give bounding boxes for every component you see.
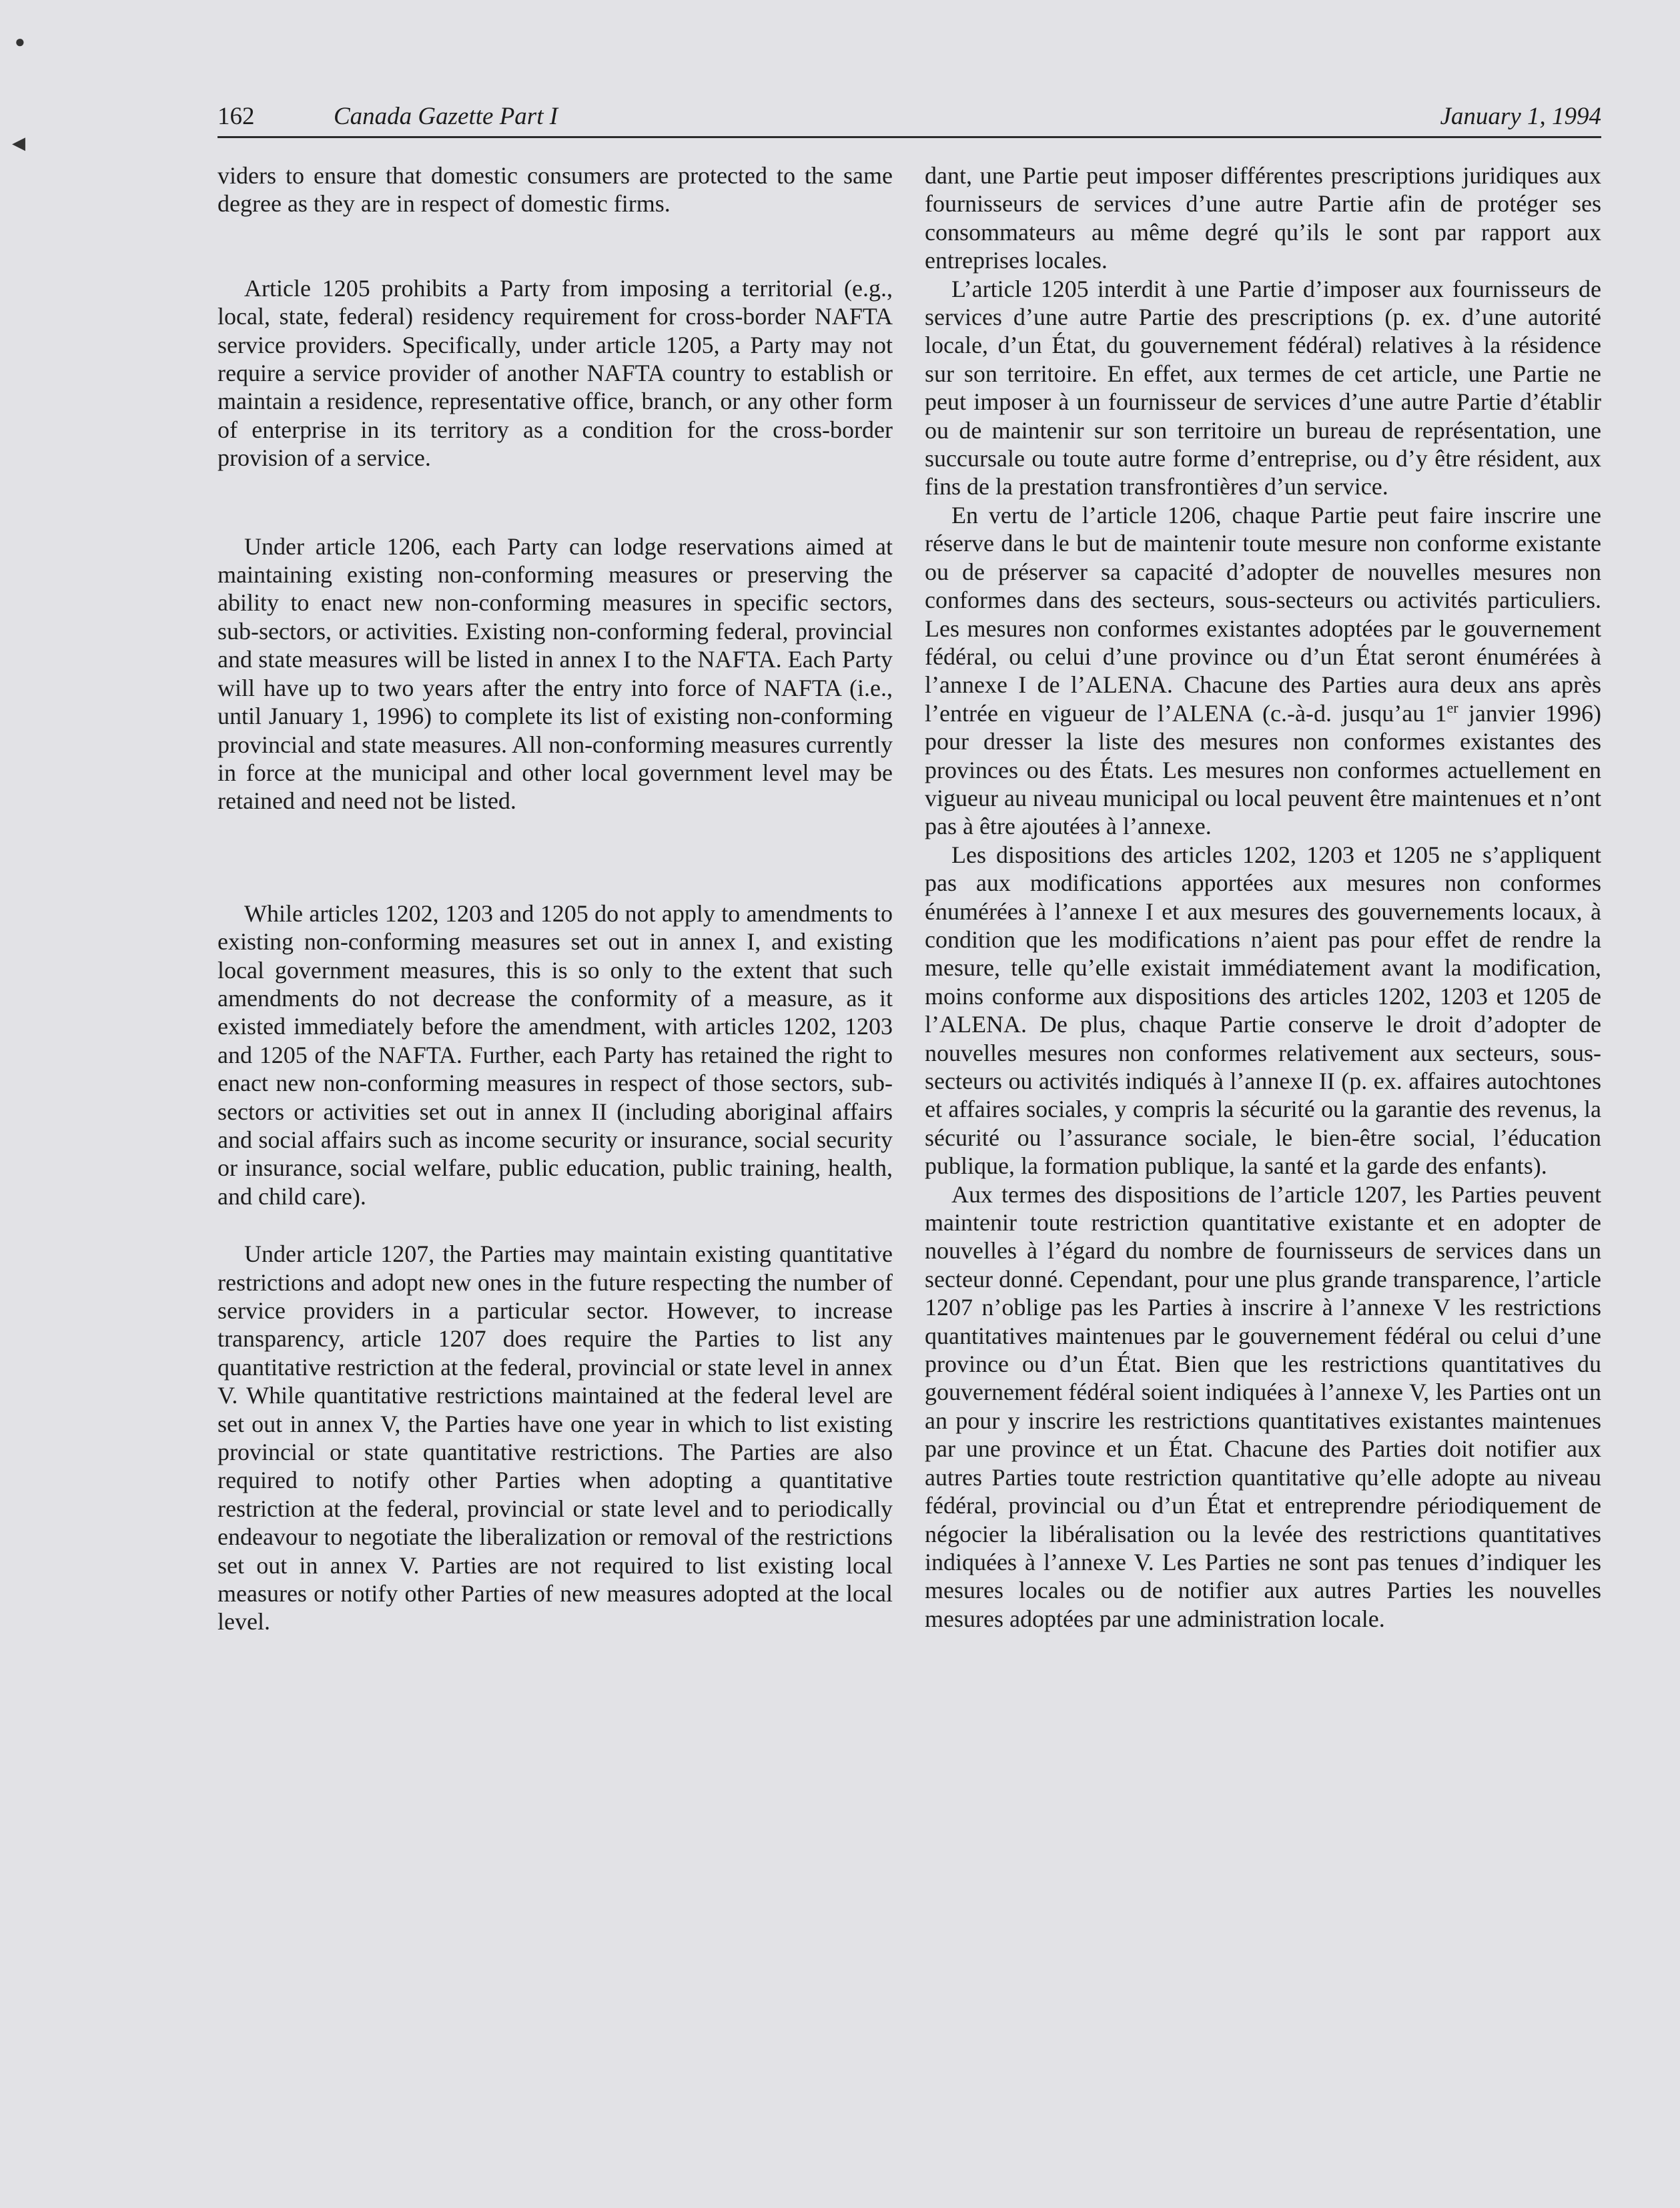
scan-mark-side: ◀: [12, 133, 25, 153]
issue-date: January 1, 1994: [1440, 103, 1601, 130]
scan-mark-top: ●: [15, 32, 25, 51]
en-paragraph-article-1206: Under article 1206, each Party can lodge reservations aimed at maintaining existing non-conforming measures or preserving the ability to enact new non-conforming measures in specific sectors, sub-sectors, or activities. Existing non-conforming federal, provincial and state measures will be listed in annex I to the NAFTA. Each Party will have up to two years after the entry into force of NAFTA (i.e., until January 1, 1996) to complete its list of existing non-conforming provincial and state measures. All non-conforming measures currently in force at the municipal and other local government level may be retained and need not be listed.: [218, 532, 893, 815]
fr-paragraph-article-1206: [925, 501, 1601, 841]
page-header: [218, 99, 1601, 138]
fr-paragraph-continuation: dant, une Partie peut imposer différentes prescriptions juridiques aux fournisseurs de services d’une autre Partie afin de protéger ses consommateurs au même degré qu’ils le sont par rapport aux entreprises locales.: [925, 162, 1601, 274]
en-paragraph-article-1205: Article 1205 prohibits a Party from imposing a territorial (e.g., local, state, federal) residency requirement for cross-border NAFTA service providers. Specifically, under article 1205, a Party may not require a service provider of another NAFTA country to establish or maintain a residence, representative office, branch, or any other form of enterprise in its territory as a condition for the cross-border provision of a service.: [218, 274, 893, 472]
fr-paragraph-articles-1202-1203-1205: Les dispositions des articles 1202, 1203 et 1205 ne s’appliquent pas aux modifications apportées aux mesures non conformes énumérées à l’annexe I et aux mesures des gouvernements locaux, à condition que les modifications n’aient pas pour effet de rendre la mesure, telle qu’elle existait immédiatement avant la modification, moins conforme aux dispositions des articles 1202, 1203 et 1205 de l’ALENA. De plus, chaque Partie conserve le droit d’adopter de nouvelles mesures non conformes relativement aux secteurs, sous-secteurs ou activités indiqués à l’annexe II (p. ex. affaires autochtones et affaires sociales, y compris la sécurité ou la garantie des revenus, la sécurité ou l’assurance sociale, le bien-être social, l’éducation publique, la formation publique, la santé et la garde des enfants).: [925, 841, 1601, 1180]
english-column: [218, 161, 893, 1636]
publication-title: Canada Gazette Part I: [334, 103, 558, 130]
en-paragraph-continuation: viders to ensure that domestic consumers are protected to the same degree as they are in respect of domestic firms.: [218, 162, 893, 218]
en-paragraph-article-1207: Under article 1207, the Parties may maintain existing quantitative restrictions and adopt new ones in the future respecting the number of service providers in a particular sector. However, to increase transparency, article 1207 does require the Parties to list any quantitative restriction at the federal, provincial or state level in annex V. While quantitative restrictions maintained at the federal level are set out in annex V, the Parties have one year in which to list existing provincial or state quantitative restrictions. The Parties are also required to notify other Parties when adopting a quantitative restriction at the federal, provincial or state level and to periodically endeavour to negotiate the liberalization or removal of the restrictions set out in annex V. Parties are not required to list existing local measures or notify other Parties of new measures adopted at the local level.: [218, 1240, 893, 1635]
french-column: [925, 161, 1601, 1633]
en-paragraph-articles-1202-1203-1205: While articles 1202, 1203 and 1205 do not apply to amendments to existing non-conforming measures set out in annex I, and existing local government measures, this is so only to the extent that such amendments do not decrease the conformity of a measure, as it existed immediately before the amendment, with articles 1202, 1203 and 1205 of the NAFTA. Further, each Party has retained the right to enact new non-conforming measures in respect of those sectors, sub-sectors or activities set out in annex II (including aboriginal affairs and social affairs such as income security or insurance, social security or insurance, social welfare, public education, public training, health, and child care).: [218, 899, 893, 1210]
fr-1206-ordinal-sup: er: [1446, 699, 1458, 716]
fr-1206-text-a: En vertu de l’article 1206, chaque Partie peut faire inscrire une réserve dans le but de maintenir toute mesure non conforme existante ou de préserver sa capacité d’adopter de nouvelles mesures non conformes dans des secteurs, sous-secteurs ou activités particuliers. Les mesures non conformes existantes adoptées par le gouvernement fédéral, ou celui d’une province ou d’un État seront énumérées à l’annexe I de l’ALENA. Chacune des Parties aura deux ans après l’entrée en vigueur de l’ALENA (c.-à-d. jusqu’au 1: [925, 501, 1601, 727]
fr-1206-text-b: janvier 1996) pour dresser la liste des mesures non conformes existantes des provinces ou des États. Les mesures non conformes actuellement en vigueur au niveau municipal ou local peuvent être maintenues et n’ont pas à être ajoutées à l’annexe.: [925, 699, 1601, 840]
fr-paragraph-article-1207: Aux termes des dispositions de l’article 1207, les Parties peuvent maintenir toute restriction quantitative existante et en adopter de nouvelles à l’égard du nombre de fournisseurs de services dans un secteur donné. Cependant, pour une plus grande transparence, l’article 1207 n’oblige pas les Parties à inscrire à l’annexe V les restrictions quantitatives maintenues par le gouvernement fédéral ou celui d’une province ou d’un État. Bien que les restrictions quantitatives du gouvernement fédéral soient indiquées à l’annexe V, les Parties ont un an pour y inscrire les restrictions quantitatives existantes maintenues par une province et un État. Chacune des Parties doit notifier aux autres Parties toute restriction quantitative qu’elle adopte au niveau fédéral, provincial ou d’un État et entreprendre périodiquement de négocier la libéralisation ou la levée des restrictions quantitatives indiquées à l’annexe V. Les Parties ne sont pas tenues d’indiquer les mesures locales ou de notifier aux autres Parties les nouvelles mesures adoptées par une administration locale.: [925, 1180, 1601, 1632]
page-number: 162: [218, 103, 255, 130]
fr-paragraph-article-1205: L’article 1205 interdit à une Partie d’imposer aux fournisseurs de services d’une autre Partie des prescriptions (p. ex. d’une autorité locale, d’un État, du gouvernement fédéral) relatives à la résidence sur son territoire. En effet, aux termes de cet article, une Partie ne peut imposer à un fournisseur de services d’une autre Partie d’établir ou de maintenir sur son territoire un bureau de représentation, une succursale ou toute autre forme d’entreprise, ou d’y être résident, aux fins de la prestation transfrontières d’un service.: [925, 275, 1601, 500]
